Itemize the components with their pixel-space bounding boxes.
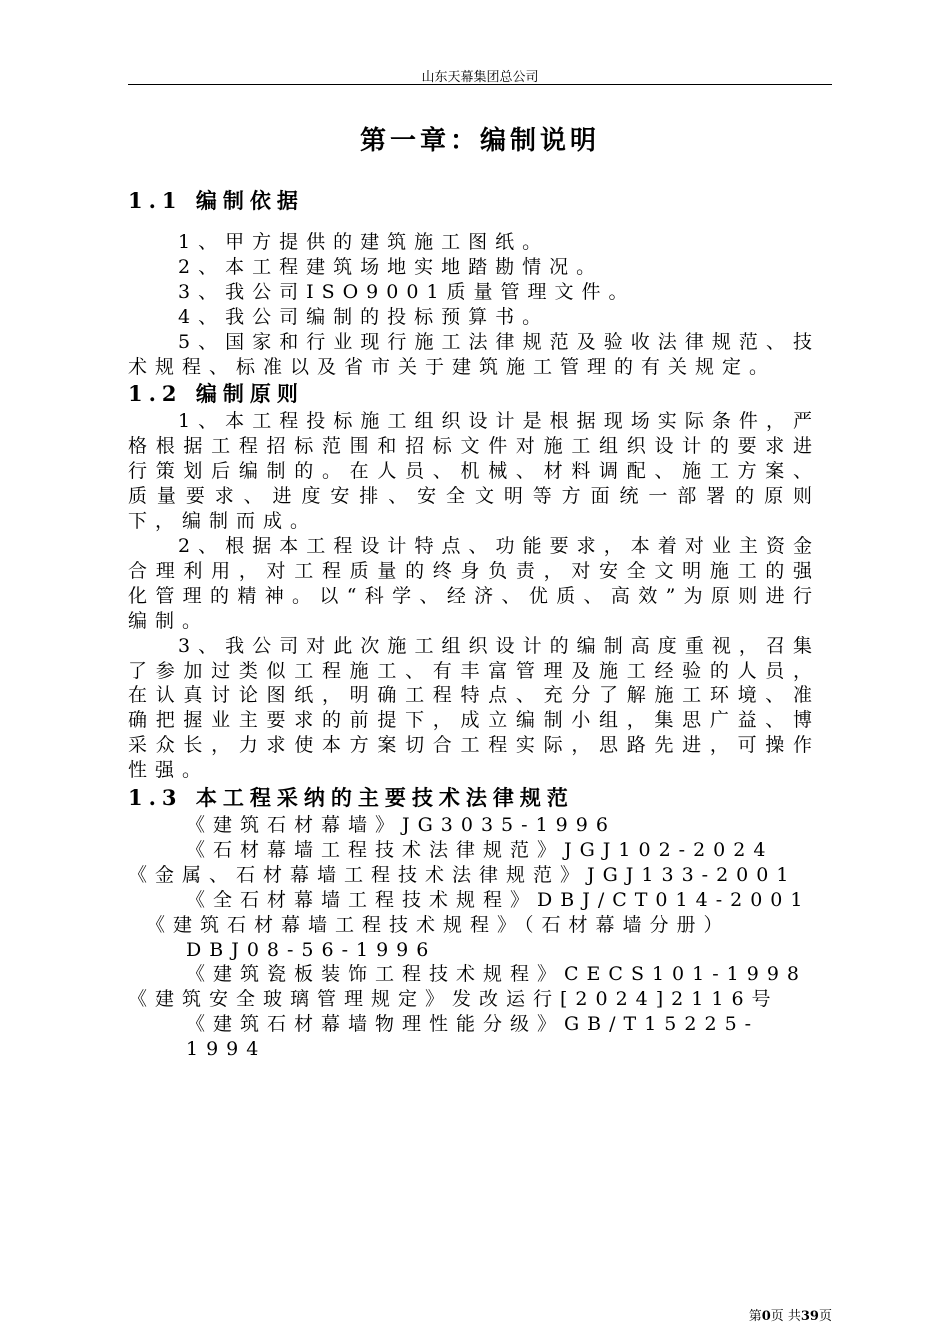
standard-item: 《建筑石材幕墙物理性能分级》GB/T15225-1994 xyxy=(186,1013,760,1061)
standard-item: 《建筑石材幕墙》JG3035-1996 xyxy=(186,814,616,837)
basis-item: 5、国家和行业现行施工法律规范及验收法律规范、技术规程、标准以及省市关于建筑施工管理的有关规定。 xyxy=(128,330,820,378)
standard-item: 《建筑石材幕墙工程技术规程》（石材幕墙分册）DBJ08-56-1996 xyxy=(146,913,731,961)
basis-item: 3、我公司ISO9001质量管理文件。 xyxy=(178,280,636,303)
header-divider xyxy=(128,84,832,85)
page-number-current: 0 xyxy=(761,1309,771,1324)
document-body xyxy=(128,186,820,1062)
section-heading-1-3: 1.3 本工程采纳的主要技术法律规范 xyxy=(128,785,574,811)
standard-item: 《建筑安全玻璃管理规定》发改运行[2024]2116号 xyxy=(128,988,779,1011)
page-number-middle: 页 共 xyxy=(770,1309,801,1324)
principle-paragraph: 3、我公司对此次施工组织设计的编制高度重视，召集了参加过类似工程施工、有丰富管理及施工经验的人员，在认真讨论图纸，明确工程特点、充分了解施工环境、准确把握业主要求的前提下，成立编制小组，集思广益、博采众长，力求使本方案切合工程实际，思路先进，可操作性强。 xyxy=(128,634,820,782)
standard-item: 《金属、石材幕墙工程技术法律规范》JGJ133-2001 xyxy=(128,863,797,886)
principle-paragraph: 1、本工程投标施工组织设计是根据现场实际条件，严格根据工程招标范围和招标文件对施工组织设计的要求进行策划后编制的。在人员、机械、材料调配、施工方案、质量要求、进度安排、安全文明等方面统一部署的原则下，编制而成。 xyxy=(128,410,820,533)
basis-item: 1、甲方提供的建筑施工图纸。 xyxy=(178,231,550,253)
page-number xyxy=(749,1305,832,1324)
page-number-total: 39 xyxy=(800,1309,819,1324)
section-heading-1-2: 1.2 编制原则 xyxy=(128,381,304,407)
standard-item: 《建筑瓷板装饰工程技术规程》CECS101-1998 xyxy=(186,963,808,986)
chapter-title: 第一章：编制说明 xyxy=(359,126,600,156)
principle-paragraph: 2、根据本工程设计特点、功能要求，本着对业主资金合理利用，对工程质量的终身负责，对安全文明施工的强化管理的精神。以“科学、经济、优质、高效”为原则进行编制。 xyxy=(128,534,820,632)
section-heading-1-1: 1.1 编制依据 xyxy=(128,188,304,213)
standard-item: 《石材幕墙工程技术法律规范》JGJ102-2024 xyxy=(186,838,774,861)
page-header: 山东天幕集团总公司 xyxy=(421,70,539,85)
basis-item: 4、我公司编制的投标预算书。 xyxy=(178,305,550,328)
standard-item: 《全石材幕墙工程技术规程》DBJ/CT014-2001 xyxy=(186,888,811,911)
page-number-prefix: 第 xyxy=(748,1309,762,1324)
basis-item: 2、本工程建筑场地实地踏勘情况。 xyxy=(178,255,604,278)
page-number-suffix: 页 xyxy=(818,1309,832,1324)
